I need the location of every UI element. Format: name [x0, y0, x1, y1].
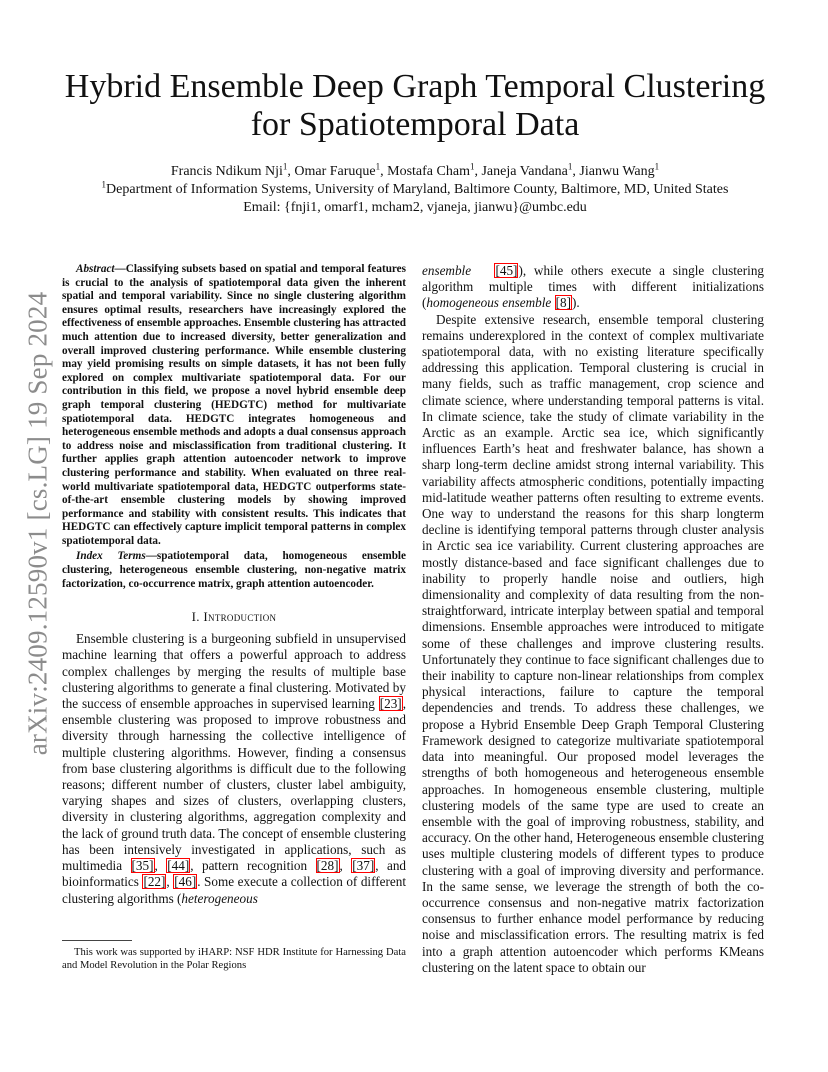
citation-link[interactable]: [35]: [131, 858, 154, 874]
citation-link[interactable]: [23]: [379, 696, 402, 712]
body-text: , pattern recognition: [190, 858, 316, 874]
body-text: ,: [339, 858, 352, 874]
left-column: [62, 263, 406, 907]
emphasis-text: ensemble: [422, 263, 472, 278]
author-name: Omar Faruque: [294, 164, 376, 179]
citation-link[interactable]: [44]: [167, 858, 190, 874]
affiliation: [40, 181, 790, 199]
author-name: Mostafa Cham: [387, 164, 470, 179]
author-list: Francis Ndikum Nji$^1$, Omar Faruque$^1$, Mostafa Cham$^1$, Janeja Vandana$^1$, Jianwu Wang$^1$: [170, 161, 660, 179]
abstract-lead: Abstract: [76, 263, 115, 275]
abstract: [62, 263, 406, 548]
arxiv-identifier-text: arXiv:2409.12590v1 [cs.LG] 19 Sep 2024: [22, 291, 53, 755]
author-name: Francis Ndikum Nji: [170, 164, 283, 179]
right-column: [422, 263, 764, 976]
emphasis-text: homogeneous ensemble: [426, 295, 552, 311]
affiliation-marker: 1: [469, 161, 475, 172]
affiliation-marker: 1: [282, 161, 288, 172]
author-name: Janeja Vandana: [481, 164, 568, 179]
affiliation-text: Department of Information Systems, University of Maryland, Baltimore County, Baltimore, MD, United States: [106, 182, 729, 197]
body-text: , and bioinformatics: [62, 858, 407, 890]
index-terms-lead: Index Terms: [76, 550, 146, 563]
citation-link[interactable]: [45]: [495, 263, 518, 278]
author-email[interactable]: Email: {fnji1, omarf1, mcham2, vjaneja, jianwu}@umbc.edu: [243, 200, 587, 215]
intro-paragraph-continued: [422, 263, 764, 312]
citation-link[interactable]: [22]: [143, 874, 166, 890]
intro-paragraph: Despite extensive research, ensemble temporal clustering remains underexplored in the context of complex multivariate spatiotemporal data, with no existing literature specifically addressing this application. Temporal clustering is crucial in many fields, such as traffic management, crop science and climate science, where understanding temporal patterns is vital. In climate science, take the study of climate variability in the Arctic as an example. Arctic sea ice, which significantly influences Earth’s heat and freshwater balance, has shown a sharp long-term decline amidst strong internal variability. This variability affects atmospheric conditions, potentially impacting mid-latitude weather patterns often resulting to extreme events. One way to understand the reasons for this sharp longterm decline is identifying temporal patterns through cluster analysis in Arctic sea ice variability. Current clustering approaches are mostly distance-based and face significant challenges due to inability to properly handle noise and outliers, high dimensionality and complexity of data resulting from the non-straightforward, intricate interplay between spatial and temporal dimensions. Ensemble approaches were introduced to mitigate some of these challenges and improve clustering results. Unfortunately they continue to face significant challenges due to their inability to capture non-linear relationships from complex physical interactions, failure to capture the temporal dependencies and trends. To address these challenges, we propose a Hybrid Ensemble Deep Graph Temporal Clustering Framework designed to categorize multivariate spatiotemporal data into meaningful. Our proposed model leverages the strengths of both homogeneous and heterogeneous ensemble approaches. In homogeneous ensemble clustering, multiple clustering models of the same type are used to create an ensemble with the goal of improving robustness, stability, and accuracy. On the other hand, Heterogeneous ensemble clustering uses multiple clustering models of different types to produce clustering with a goal of improving diversity and performance. In the same sense, we leverage the strength of both the co-occurrence consensus and non-negative matrix factorization consensus to further enhance model performance by reducing noise and misclassification errors. The resulting matrix is fed into a graph attention autoencoder which performs KMeans clustering on the latent space to obtain our: [422, 311, 764, 975]
citation-link[interactable]: [28]: [316, 858, 339, 874]
body-text: ,: [166, 874, 174, 890]
body-text: ), while others execute a single clustering algorithm multiple times with different initializations (: [422, 263, 765, 311]
body-text: . Some execute a collection of different clustering algorithms (: [62, 874, 406, 906]
section-heading-introduction: I. Introduction: [191, 609, 277, 625]
footnote-text: This work was supported by iHARP: NSF HDR Institute for Harnessing Data and Model Revolution in the Polar Regions: [62, 947, 406, 971]
author-name: Jianwu Wang: [579, 164, 655, 179]
affiliation-marker: 1: [654, 161, 660, 172]
emphasis-text: heterogeneous: [181, 890, 258, 906]
body-text: ).: [571, 295, 580, 311]
index-terms: [62, 550, 406, 591]
body-text: Ensemble clustering is a burgeoning subfield in unsupervised machine learning that offers a powerful approach to address complex challenges by merging the results of multiple base clustering algorithms to generate a final clustering. Motivated by the success of ensemble approaches in supervised learning: [62, 631, 406, 712]
body-text: , ensemble clustering was proposed to improve robustness and diversity through harnessing the collective intelligence of multiple clustering algorithms. However, finding a consensus from base clustering algorithms is difficult due to the following reasons; different number of clusters, cluster label ambiguity, varying shapes and sizes of clusters, overlapping clusters, diversity in clustering algorithms, aggregation complexity and the lack of ground truth data. The concept of ensemble clustering has been intensively investigated in applications, such as multimedia: [62, 696, 406, 874]
affiliation-marker: 1: [375, 161, 381, 172]
index-terms-text: —spatiotemporal data, homogeneous ensemble clustering, heterogeneous ensemble clustering, non-negative matrix factorization, co-occurrence matrix, graph attention autoencoder.: [62, 550, 406, 590]
abstract-text: —Classifying subsets based on spatial and temporal features is crucial to the analysis of spatiotemporal data given the inherent spatial and temporal variability. Since no single clustering algorithm ensures optimal results, researchers have increasingly explored the effectiveness of ensemble approaches. Ensemble clustering has attracted much attention due to increased diversity, better generalization and overall improved clustering performance. While ensemble clustering may yield promising results on simple datasets, it has not been fully explored on complex multivariate spatiotemporal data. For our contribution in this field, we propose a novel hybrid ensemble deep graph temporal clustering (HEDGTC) method for multivariate spatiotemporal data. HEDGTC integrates homogeneous and heterogeneous ensemble methods and adopts a dual consensus approach to address noise and misclassification from traditional clustering. It further applies graph attention autoencoder network to improve clustering performance and stability. When evaluated on three real-world multivariate spatiotemporal data, HEDGTC outperforms state-of-the-art ensemble clustering models by showing improved performance and stability with consistent results. This indicates that HEDGTC can effectively capture implicit temporal patterns in complex spatiotemporal data.: [62, 263, 406, 547]
body-text: ,: [154, 858, 167, 874]
paper-title: Hybrid Ensemble Deep Graph Temporal Clustering for Spatiotemporal Data: [64, 68, 766, 143]
footnote: [62, 946, 406, 972]
citation-link[interactable]: [8]: [555, 295, 571, 311]
citation-link[interactable]: [37]: [352, 858, 375, 874]
footnote-divider: [62, 940, 132, 941]
affiliation-marker: 1: [101, 179, 107, 190]
arxiv-identifier-stamp: [22, 288, 54, 758]
intro-paragraph: [62, 631, 406, 906]
citation-link[interactable]: [46]: [174, 874, 197, 890]
affiliation-marker: 1: [567, 161, 573, 172]
